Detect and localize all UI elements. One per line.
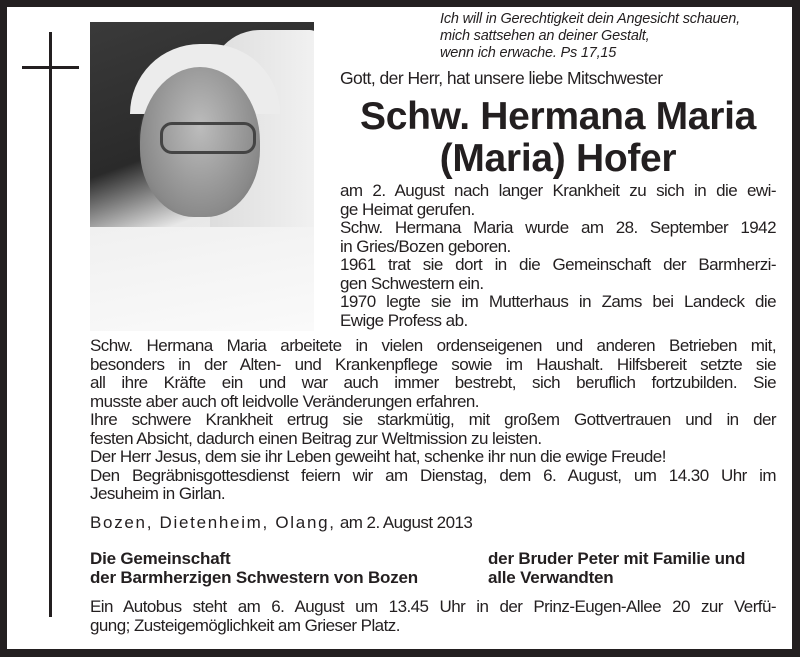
bus-notice [90, 598, 776, 635]
places: Bozen, Dietenheim, Olang, [90, 513, 336, 532]
mourner-line: der Barmherzigen Schwestern von Bozen [90, 568, 418, 587]
mourner-line: alle Verwandten [488, 568, 614, 587]
bio-line: ge Heimat gerufen. [340, 199, 475, 219]
deceased-name-line1: Schw. Hermana Maria [359, 95, 756, 138]
place-date [90, 514, 472, 533]
cross-icon [49, 32, 52, 617]
date: am 2. August 2013 [339, 513, 473, 532]
bio-line: Den Begräbnisgottesdienst feiern wir am Dienstag, dem 6. August, um 14.30 Uhr im [90, 465, 776, 485]
mourners-left [90, 549, 418, 587]
quote-line: wenn ich erwache. Ps 17,15 [440, 45, 617, 61]
portrait-photo [90, 22, 314, 331]
biography-full-width [90, 337, 776, 504]
mourners-right [488, 549, 745, 587]
bio-line: Der Herr Jesus, dem sie ihr Leben geweiht hat, schenke ihr nun die ewige Freude! [90, 447, 666, 466]
mourner-line: Die Gemeinschaft [90, 549, 231, 568]
cross-icon-bar [22, 66, 79, 69]
bio-line: in Gries/Bozen geboren. [340, 236, 511, 256]
notice-line: gung; Zusteigemöglichkeit am Grieser Platz. [90, 615, 400, 635]
intro-text: Gott, der Herr, hat unsere liebe Mitschwester [340, 68, 663, 88]
bio-line: Ihre schwere Krankheit ertrug sie starkmütig, mit großem Gottvertrauen und in der [90, 410, 776, 429]
bio-line: festen Absicht, dadurch einen Beitrag zur Weltmission zu leisten. [90, 428, 542, 448]
bio-line: Schw. Hermana Maria wurde am 28. September 1942 [340, 218, 776, 237]
photo-robe [90, 227, 314, 331]
quote-line: Ich will in Gerechtigkeit dein Angesicht schauen, [440, 11, 740, 27]
bio-line: 1961 trat sie dort in die Gemeinschaft der Barmherzi- [340, 255, 776, 274]
bio-line: Schw. Hermana Maria arbeitete in vielen ordenseigenen und anderen Betrieben mit, [90, 336, 776, 355]
bio-line: 1970 legte sie im Mutterhaus in Zams bei Landeck die [340, 292, 776, 311]
biography-right-column [340, 182, 776, 330]
bio-line: musste aber auch oft leidvolle Veränderungen erfahren. [90, 391, 479, 411]
bio-line: am 2. August nach langer Krankheit zu sich in die ewi- [340, 181, 776, 200]
photo-glasses [160, 122, 256, 154]
bio-line: all ihre Kräfte ein und war auch immer bestrebt, sich beruflich fortzubilden. Sie [90, 373, 776, 392]
notice-line: Ein Autobus steht am 6. August um 13.45 Uhr in der Prinz-Eugen-Allee 20 zur Verfü- [90, 597, 776, 616]
bio-line: Ewige Profess ab. [340, 310, 468, 330]
bio-line: Jesuheim in Girlan. [90, 484, 226, 503]
bio-line: besonders in der Alten- und Krankenpflege sowie im Haushalt. Hilfsbereit setzte sie [90, 354, 776, 374]
scripture-quote [440, 11, 740, 62]
deceased-name-line2: (Maria) Hofer [439, 137, 677, 180]
quote-line: mich sattsehen an deiner Gestalt, [440, 28, 650, 44]
mourner-line: der Bruder Peter mit Familie und [488, 549, 746, 568]
bio-line: gen Schwestern ein. [340, 273, 484, 293]
